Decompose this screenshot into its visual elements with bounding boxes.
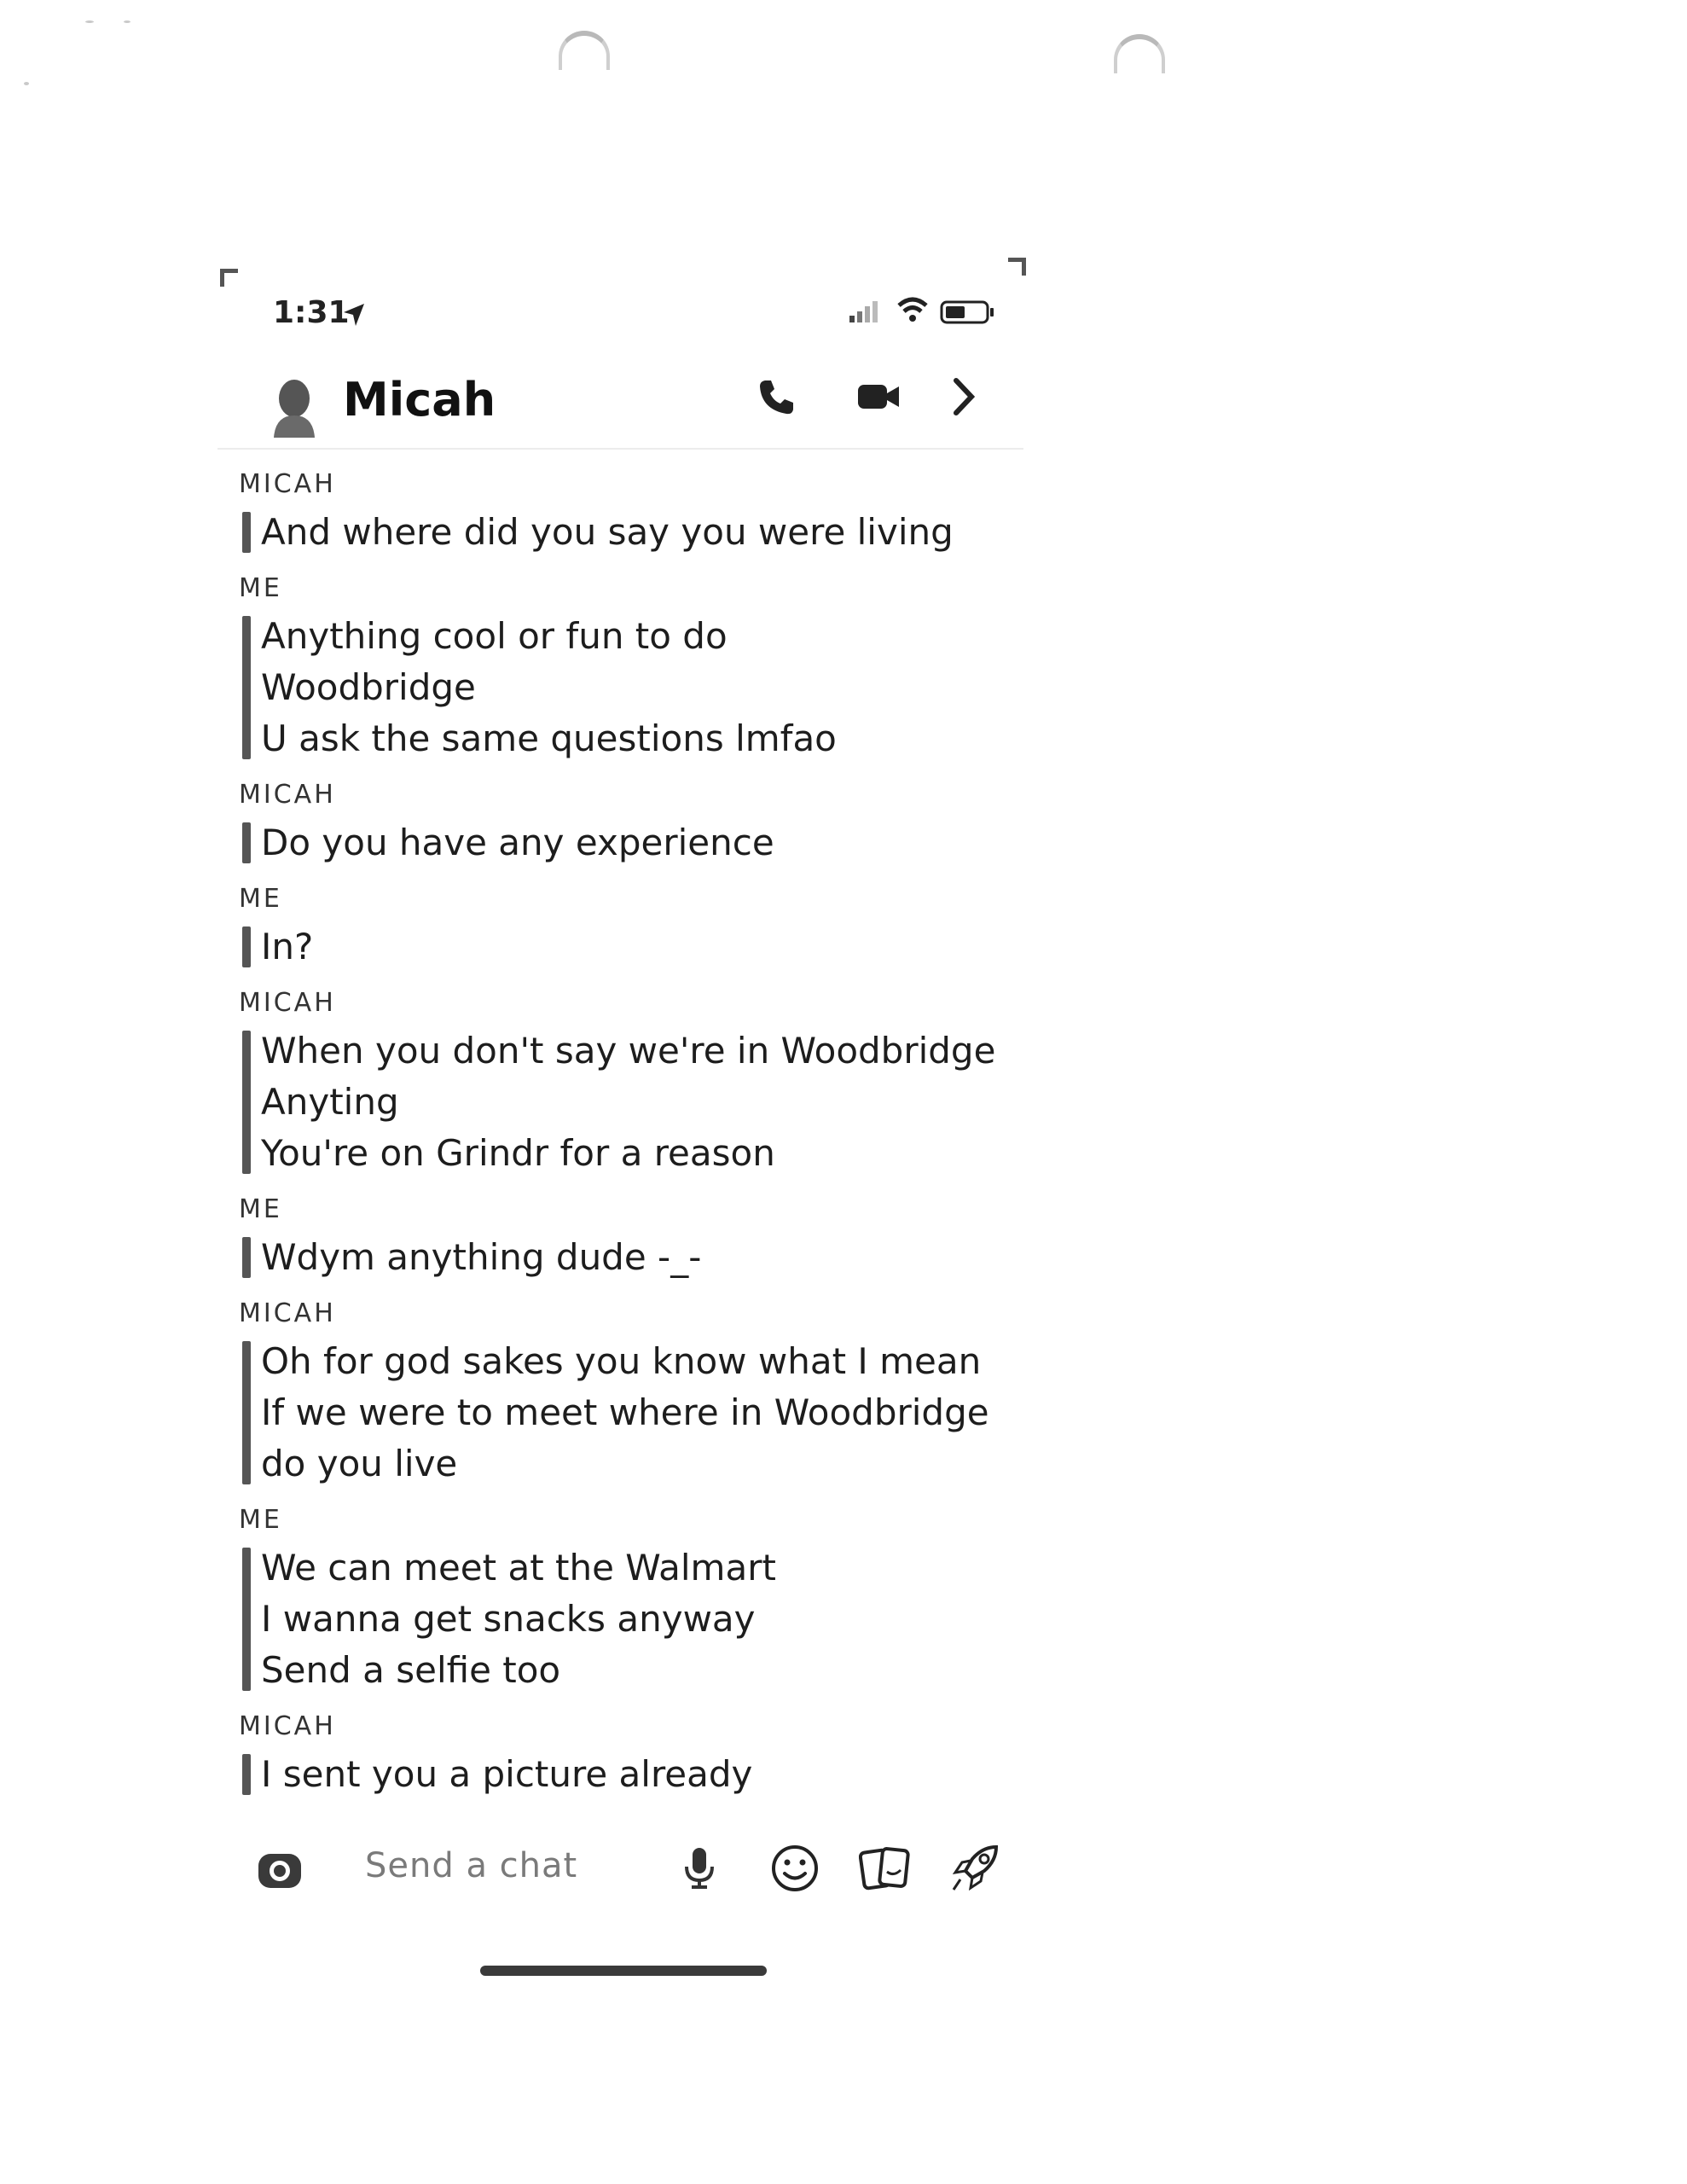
scan-speck xyxy=(24,82,29,85)
message-text: When you don't say we're in Woodbridge xyxy=(261,1030,996,1072)
message-text: You're on Grindr for a reason xyxy=(261,1132,775,1174)
message-list[interactable] xyxy=(237,468,1005,1809)
message-bubble[interactable] xyxy=(237,1232,1005,1283)
avatar-icon[interactable] xyxy=(270,378,318,438)
message-text: And where did you say you were living xyxy=(261,511,954,553)
camera-button[interactable] xyxy=(254,1834,305,1902)
message-text: U ask the same questions lmfao xyxy=(261,717,837,759)
message-text: Anything cool or fun to do xyxy=(261,615,728,657)
message-group xyxy=(237,468,1005,558)
chevron-right-icon xyxy=(951,377,977,416)
chat-header xyxy=(217,337,1023,450)
message-text: In? xyxy=(261,926,314,967)
rocket-icon xyxy=(948,1842,1001,1895)
call-button[interactable] xyxy=(746,371,806,422)
message-group xyxy=(237,882,1005,973)
message-sender: ME xyxy=(239,884,282,914)
message-text: I wanna get snacks anyway xyxy=(261,1598,756,1640)
contact-name[interactable]: Micah xyxy=(343,373,496,427)
message-sender: MICAH xyxy=(239,1298,336,1328)
emoji-button[interactable] xyxy=(769,1834,820,1902)
message-accent-bar xyxy=(242,1548,251,1691)
message-accent-bar xyxy=(242,1754,251,1795)
message-group xyxy=(237,1710,1005,1800)
message-group xyxy=(237,778,1005,868)
message-group xyxy=(237,986,1005,1179)
punch-hole-mark xyxy=(1114,34,1165,73)
camera-icon xyxy=(257,1847,303,1890)
home-indicator xyxy=(480,1966,767,1976)
message-sender: ME xyxy=(239,1505,282,1535)
status-time: 1:31 xyxy=(273,295,350,330)
message-bubble[interactable] xyxy=(237,1025,1005,1179)
message-accent-bar xyxy=(242,1237,251,1278)
message-group xyxy=(237,1297,1005,1490)
emoji-icon xyxy=(770,1844,820,1893)
message-text: Oh for god sakes you know what I mean xyxy=(261,1340,982,1382)
games-button[interactable] xyxy=(947,1834,1003,1902)
scan-speck xyxy=(124,20,130,23)
message-accent-bar xyxy=(242,1341,251,1484)
message-sender: ME xyxy=(239,1194,282,1224)
message-accent-bar xyxy=(242,822,251,863)
message-text: do you live xyxy=(261,1443,458,1484)
message-bubble[interactable] xyxy=(237,1749,1005,1800)
message-sender: ME xyxy=(239,573,282,603)
message-accent-bar xyxy=(242,512,251,553)
video-call-button[interactable] xyxy=(849,371,908,422)
message-group xyxy=(237,1503,1005,1696)
message-bubble[interactable] xyxy=(237,1542,1005,1696)
location-arrow-icon xyxy=(342,302,366,328)
message-text: Wdym anything dude -_- xyxy=(261,1236,702,1278)
message-text: If we were to meet where in Woodbridge xyxy=(261,1391,989,1433)
scan-speck xyxy=(85,20,94,23)
message-sender: MICAH xyxy=(239,780,336,810)
battery-icon xyxy=(942,302,994,322)
message-bubble[interactable] xyxy=(237,611,1005,764)
phone-icon xyxy=(757,377,796,416)
status-icons xyxy=(848,293,998,328)
punch-hole-mark xyxy=(559,31,610,70)
video-icon xyxy=(856,381,901,412)
message-bubble[interactable] xyxy=(237,507,1005,558)
chat-composer xyxy=(247,1834,1015,1902)
message-sender: MICAH xyxy=(239,988,336,1018)
message-accent-bar xyxy=(242,926,251,967)
crop-mark xyxy=(220,269,238,287)
crop-mark xyxy=(1008,258,1026,276)
message-bubble[interactable] xyxy=(237,1336,1005,1490)
cards-icon xyxy=(859,1844,912,1892)
wifi-icon xyxy=(899,299,926,322)
message-text: I sent you a picture already xyxy=(261,1753,753,1795)
message-accent-bar xyxy=(242,616,251,759)
microphone-icon xyxy=(682,1846,716,1891)
message-text: Anyting xyxy=(261,1081,399,1123)
message-bubble[interactable] xyxy=(237,921,1005,973)
signal-icon xyxy=(849,301,878,322)
message-accent-bar xyxy=(242,1031,251,1174)
message-sender: MICAH xyxy=(239,469,336,499)
message-text: Send a selfie too xyxy=(261,1649,561,1691)
message-text: Do you have any experience xyxy=(261,822,774,863)
message-group xyxy=(237,1193,1005,1283)
message-sender: MICAH xyxy=(239,1711,336,1741)
open-profile-button[interactable] xyxy=(934,371,994,422)
chat-input[interactable]: Send a chat xyxy=(365,1846,578,1885)
voice-button[interactable] xyxy=(678,1834,721,1902)
message-text: We can meet at the Walmart xyxy=(261,1547,776,1589)
message-bubble[interactable] xyxy=(237,817,1005,868)
message-text: Woodbridge xyxy=(261,666,476,708)
scroll-fade xyxy=(237,1795,1005,1812)
message-group xyxy=(237,572,1005,764)
cards-button[interactable] xyxy=(857,1834,913,1902)
